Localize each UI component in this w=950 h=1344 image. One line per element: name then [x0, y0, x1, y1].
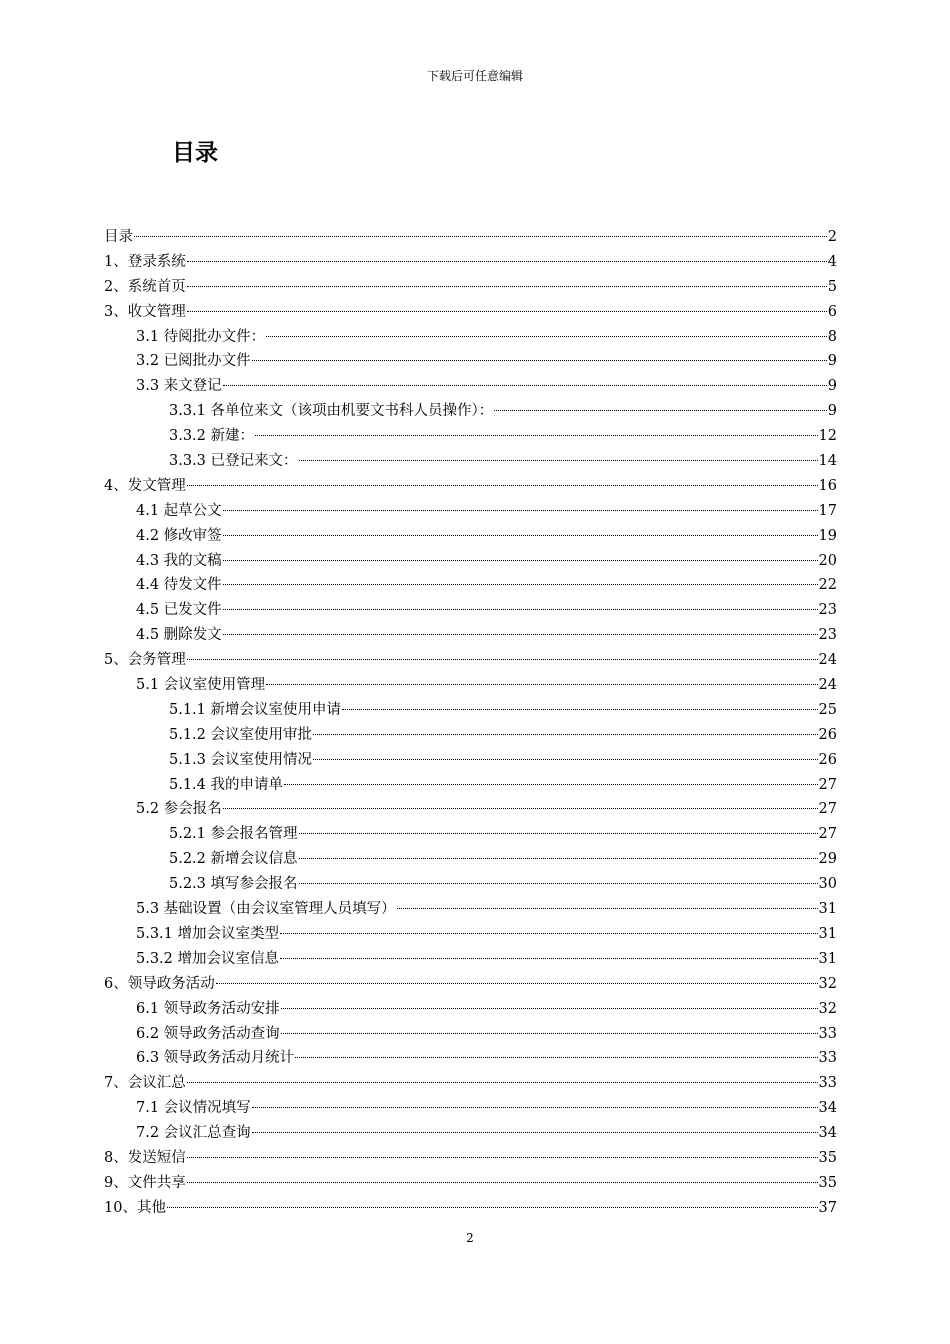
toc-dot-leader [281, 1007, 818, 1009]
toc-entry-title: 4.4 待发文件 [136, 577, 222, 594]
toc-entry-title: 5.2 参会报名 [136, 801, 222, 818]
toc-dot-leader [223, 633, 818, 635]
toc-dot-leader [281, 1032, 818, 1034]
toc-entry-title: 4.3 我的文稿 [136, 552, 222, 569]
toc-entry-title: 3.3.1 各单位来文（该项由机要文书科人员操作）： [169, 403, 494, 420]
toc-entry[interactable] [104, 524, 837, 549]
toc-entry-title: 5.3.1 增加会议室类型 [136, 925, 280, 942]
toc-entry-title: 5.1.4 我的申请单 [169, 776, 284, 793]
toc-dot-leader [223, 534, 818, 536]
toc-entry[interactable] [104, 1121, 837, 1146]
toc-entry[interactable] [104, 947, 837, 972]
toc-entry-title: 4.2 修改审签 [136, 527, 222, 544]
toc-entry-page: 35 [818, 1174, 837, 1191]
toc-entry-title: 4、发文管理 [104, 477, 186, 494]
toc-entry[interactable] [104, 399, 837, 424]
toc-entry-title: 5、会务管理 [104, 652, 186, 669]
toc-entry-title: 5.1 会议室使用管理 [136, 677, 266, 694]
toc-entry[interactable] [104, 922, 837, 947]
toc-entry-page: 25 [818, 701, 837, 718]
toc-dot-leader [255, 434, 818, 436]
toc-dot-leader [266, 335, 827, 337]
toc-dot-leader [187, 285, 827, 287]
toc-entry[interactable] [104, 872, 837, 897]
toc-entry-page: 19 [818, 527, 837, 544]
toc-entry[interactable] [104, 225, 837, 250]
toc-entry-title: 5.2.3 填写参会报名 [169, 876, 298, 893]
toc-dot-leader [187, 1181, 818, 1183]
toc-entry-page: 16 [818, 477, 837, 494]
toc-entry-page: 24 [818, 677, 837, 694]
page-number: 2 [466, 1231, 474, 1245]
toc-entry-title: 1、登录系统 [104, 253, 186, 270]
toc-entry[interactable] [104, 474, 837, 499]
toc-entry-title: 4.5 已发文件 [136, 602, 222, 619]
toc-entry[interactable] [104, 275, 837, 300]
toc-entry-page: 30 [818, 876, 837, 893]
toc-entry-title: 3、收文管理 [104, 303, 186, 320]
toc-entry-page: 31 [818, 901, 837, 918]
toc-entry-title: 5.1.2 会议室使用审批 [169, 726, 313, 743]
toc-entry-page: 33 [818, 1025, 837, 1042]
toc-entry-title: 3.1 待阅批办文件： [136, 328, 266, 345]
toc-entry-title: 5.3.2 增加会议室信息 [136, 950, 280, 967]
toc-entry-page: 23 [818, 602, 837, 619]
toc-dot-leader [299, 857, 818, 859]
toc-entry[interactable] [104, 424, 837, 449]
toc-entry-page: 14 [818, 453, 837, 470]
toc-entry-title: 6.2 领导政务活动查询 [136, 1025, 280, 1042]
toc-entry-title: 7.1 会议情况填写 [136, 1100, 251, 1117]
toc-entry-title: 6.1 领导政务活动安排 [136, 1000, 280, 1017]
toc-entry-page: 33 [818, 1050, 837, 1067]
toc-entry-page: 32 [818, 975, 837, 992]
toc-dot-leader [223, 509, 818, 511]
toc-entry-title: 6.3 领导政务活动月统计 [136, 1050, 295, 1067]
toc-entry-page: 24 [818, 652, 837, 669]
toc-entry[interactable] [104, 325, 837, 350]
toc-entry-page: 27 [818, 776, 837, 793]
toc-dot-leader [187, 658, 818, 660]
toc-entry-page: 27 [818, 826, 837, 843]
toc-entry-page: 34 [818, 1125, 837, 1142]
toc-dot-leader [295, 1056, 817, 1058]
toc-entry[interactable] [104, 1096, 837, 1121]
toc-dot-leader [299, 882, 818, 884]
toc-entry-page: 8 [827, 328, 837, 345]
toc-entry-page: 2 [827, 229, 837, 245]
toc-entry-title: 3.2 已阅批办文件 [136, 353, 251, 370]
toc-entry[interactable] [104, 499, 837, 524]
toc-entry[interactable] [104, 1171, 837, 1196]
toc-dot-leader [187, 484, 818, 486]
toc-entry-page: 9 [827, 353, 837, 370]
toc-dot-leader [223, 559, 818, 561]
toc-entry-title: 5.1.3 会议室使用情况 [169, 751, 313, 768]
toc-dot-leader [187, 260, 827, 262]
toc-dot-leader [223, 583, 818, 585]
toc-entry-page: 29 [818, 851, 837, 868]
toc-entry-page: 12 [818, 428, 837, 445]
toc-entry-title: 5.1.1 新增会议室使用申请 [169, 701, 342, 718]
header-note: 下载后可任意编辑 [426, 69, 523, 83]
toc-entry-page: 34 [818, 1100, 837, 1117]
toc-entry[interactable] [104, 1022, 837, 1047]
toc-entry[interactable] [104, 897, 837, 922]
toc-dot-leader [187, 1156, 818, 1158]
toc-entry-page: 5 [827, 278, 837, 295]
toc-entry[interactable] [104, 1196, 837, 1221]
toc-dot-leader [187, 310, 827, 312]
toc-entry[interactable] [104, 698, 837, 723]
toc-entry[interactable] [104, 723, 837, 748]
toc-entry[interactable] [104, 573, 837, 598]
toc-entry-page: 31 [818, 925, 837, 942]
toc-entry-page: 9 [827, 403, 837, 420]
toc-entry-page: 9 [827, 378, 837, 395]
toc-entry-page: 26 [818, 726, 837, 743]
toc-entry-page: 26 [818, 751, 837, 768]
toc-entry[interactable] [104, 648, 837, 673]
toc-entry-page: 33 [818, 1075, 837, 1092]
toc-entry-page: 20 [818, 552, 837, 569]
toc-entry-title: 9、文件共享 [104, 1174, 186, 1191]
toc-entry[interactable] [104, 673, 837, 698]
toc-entry-page: 31 [818, 950, 837, 967]
toc-entry-title: 5.2.2 新增会议信息 [169, 851, 298, 868]
toc-entry[interactable] [104, 250, 837, 275]
toc-entry[interactable] [104, 748, 837, 773]
toc-entry[interactable] [104, 847, 837, 872]
toc-entry-title: 2、系统首页 [104, 278, 186, 295]
toc-entry[interactable] [104, 598, 837, 623]
toc-entry-title: 8、发送短信 [104, 1149, 186, 1166]
toc-dot-leader [494, 409, 827, 411]
toc-entry-title: 5.2.1 参会报名管理 [169, 826, 298, 843]
toc-entry[interactable] [104, 449, 837, 474]
toc-entry-title: 3.3.2 新建： [169, 428, 255, 445]
toc-entry-page: 17 [818, 502, 837, 519]
toc-heading: 目录 [172, 140, 218, 166]
toc-entry-title: 4.5 删除发文 [136, 627, 222, 644]
toc-entry-page: 23 [818, 627, 837, 644]
toc-entry-title: 7.2 会议汇总查询 [136, 1125, 251, 1142]
toc-entry[interactable] [104, 1071, 837, 1096]
toc-entry-title: 7、会议汇总 [104, 1075, 186, 1092]
toc-dot-leader [252, 359, 827, 361]
toc-dot-leader [299, 832, 818, 834]
toc-dot-leader [134, 235, 827, 237]
toc-entry[interactable] [104, 972, 837, 997]
toc-dot-leader [266, 683, 817, 685]
toc-entry-title: 4.1 起草公文 [136, 502, 222, 519]
toc-entry[interactable] [104, 997, 837, 1022]
toc-entry-title: 3.3 来文登记 [136, 378, 222, 395]
toc-entry-title: 3.3.3 已登记来文： [169, 453, 298, 470]
toc-entry[interactable] [104, 822, 837, 847]
toc-dot-leader [313, 733, 818, 735]
toc-entry-title: 5.3 基础设置（由会议室管理人员填写） [136, 901, 396, 918]
toc-entry[interactable] [104, 773, 837, 798]
toc-entry-page: 22 [818, 577, 837, 594]
toc-entry[interactable] [104, 300, 837, 325]
toc-dot-leader [284, 783, 818, 785]
toc-entry[interactable] [104, 623, 837, 648]
toc-entry-page: 32 [818, 1000, 837, 1017]
toc-dot-leader [216, 982, 818, 984]
toc-entry[interactable] [104, 1046, 837, 1071]
toc-entry[interactable] [104, 1146, 837, 1171]
toc-entry-title: 目录 [104, 229, 133, 245]
toc-dot-leader [223, 608, 818, 610]
toc-entry-page: 6 [827, 303, 837, 320]
toc-dot-leader [223, 807, 818, 809]
toc-entry[interactable] [104, 349, 837, 374]
toc-dot-leader [299, 459, 818, 461]
toc-dot-leader [252, 1106, 818, 1108]
toc-entry-title: 10、其他 [104, 1199, 166, 1216]
toc-entry-title: 6、领导政务活动 [104, 975, 215, 992]
toc-dot-leader [252, 1131, 818, 1133]
toc-entry[interactable] [104, 374, 837, 399]
toc-entry[interactable] [104, 797, 837, 822]
toc-entry-page: 37 [818, 1199, 837, 1216]
toc-dot-leader [223, 384, 827, 386]
toc-entry[interactable] [104, 549, 837, 574]
toc-dot-leader [313, 758, 818, 760]
toc-dot-leader [167, 1206, 818, 1208]
table-of-contents [104, 225, 837, 1221]
toc-entry-page: 35 [818, 1149, 837, 1166]
toc-dot-leader [187, 1081, 818, 1083]
toc-entry-page: 4 [827, 253, 837, 270]
toc-dot-leader [397, 907, 818, 909]
toc-dot-leader [280, 932, 818, 934]
toc-entry-page: 27 [818, 801, 837, 818]
toc-dot-leader [342, 708, 818, 710]
toc-dot-leader [280, 957, 818, 959]
